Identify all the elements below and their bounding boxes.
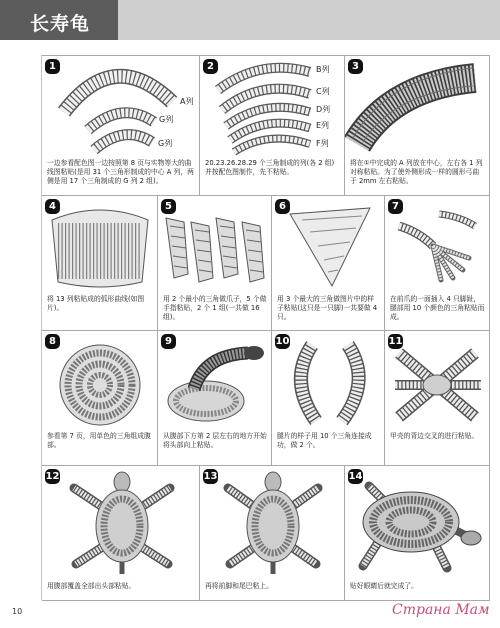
step-caption: 用腹部覆盖全部出头部粘贴。 [47, 582, 136, 590]
step-13-photo [200, 466, 345, 579]
strip-g [94, 135, 152, 150]
watermark: Страна Мам [392, 602, 490, 618]
header-bar [0, 0, 500, 40]
step-5 [158, 196, 272, 330]
page-number: 10 [12, 607, 23, 616]
step-number-badge: 14 [348, 471, 363, 482]
step-number-badge: 11 [388, 336, 403, 347]
step-1-photo [42, 56, 200, 156]
step-number-badge: 1 [45, 59, 60, 74]
step-9 [158, 331, 272, 465]
turtle-head [461, 531, 481, 545]
step-caption: 在前爪的一面插入 4 只脚趾，腿部用 10 个颜色的三角粘贴而成。 [390, 295, 485, 321]
step-number-badge: 13 [203, 471, 218, 482]
step-11 [385, 331, 490, 465]
step-14 [345, 466, 490, 600]
turtle-head [114, 472, 130, 492]
step-12-photo [42, 466, 200, 579]
header-title-block [0, 0, 118, 40]
row-divider [42, 600, 490, 601]
step-number-badge: 6 [275, 199, 290, 214]
step-number-badge: 9 [161, 334, 176, 349]
step-number-badge: 5 [161, 199, 176, 214]
step-7 [385, 196, 490, 330]
row-label: G列 [159, 115, 174, 124]
page-title: 长寿龟 [30, 13, 91, 35]
step-caption: 甲壳的背边交叉的进行粘贴。 [390, 432, 479, 440]
row-label: A列 [180, 97, 194, 106]
step-number-badge: 4 [45, 199, 60, 214]
row-label: B列 [316, 65, 330, 74]
claw-piece [216, 218, 238, 278]
step-number-badge: 2 [203, 59, 218, 74]
step-number-badge: 3 [348, 59, 363, 74]
claw-piece [242, 222, 264, 282]
step-caption: 腿片的样子用 10 个三角连接成功，做 2 个。 [277, 432, 372, 449]
step-caption: 用 3 个最大的三角做图片中的样子粘贴(这只是一只脚)一共要做 4 只。 [277, 295, 378, 321]
belly-shell [60, 345, 140, 425]
step-number-badge: 7 [388, 199, 403, 214]
step-caption: 一边参看配色图一边按照第 8 页与实物等大的曲线图粘贴(是用 31 个三角形制成的中心 A 列，两侧是用 17 个三角制成的 G 列 2 组)。 [47, 159, 194, 185]
step-number-badge: 12 [45, 471, 60, 482]
claw-piece [191, 222, 213, 282]
step-3-photo [345, 56, 490, 156]
row-label: E列 [316, 121, 330, 130]
step-caption: 参看第 7 页，用单色的三角组成腹部。 [47, 432, 151, 449]
step-14-photo [345, 466, 490, 579]
step-13 [200, 466, 345, 600]
step-number-badge: 10 [275, 336, 290, 347]
step-10 [272, 331, 385, 465]
step-1 [42, 56, 200, 195]
claw-piece [166, 218, 188, 278]
step-caption: 将 13 列粘贴成的弧形曲线(如图片)。 [47, 295, 145, 312]
step-4 [42, 196, 158, 330]
step-12 [42, 466, 200, 600]
step-3 [345, 56, 490, 195]
turtle-head [265, 472, 281, 492]
step-2 [200, 56, 345, 195]
turtle-shell [363, 492, 459, 552]
step-caption: 20.23.26.28.29 个三角制成的列(各 2 组)并按配色图制作，先不粘贴。 [205, 159, 335, 176]
step-caption: 从腹部下方第 2 层左右的地方开始将头部向上粘贴。 [163, 432, 267, 449]
step-caption: 再将前脚和尾巴粘上。 [205, 582, 273, 590]
step-caption: 用 2 个最小的三角做爪子，5 个做手指粘贴，2 个 1 组(一共做 16 组)。 [163, 295, 267, 321]
step-caption: 将在①中完成的 A 列放在中心，左右各 1 列对称粘贴。为了使外侧形成一样的圆形弓曲于 2mm 左右粘贴。 [350, 159, 483, 185]
step-8 [42, 331, 158, 465]
row-label: C列 [316, 87, 330, 96]
step-number-badge: 8 [45, 334, 60, 349]
row-label: G列 [158, 139, 173, 148]
step-6 [272, 196, 385, 330]
step-caption: 贴好眼睛后就完成了。 [350, 582, 418, 590]
row-label: F列 [316, 139, 329, 148]
head-piece [244, 346, 264, 360]
row-label: D列 [316, 105, 331, 114]
